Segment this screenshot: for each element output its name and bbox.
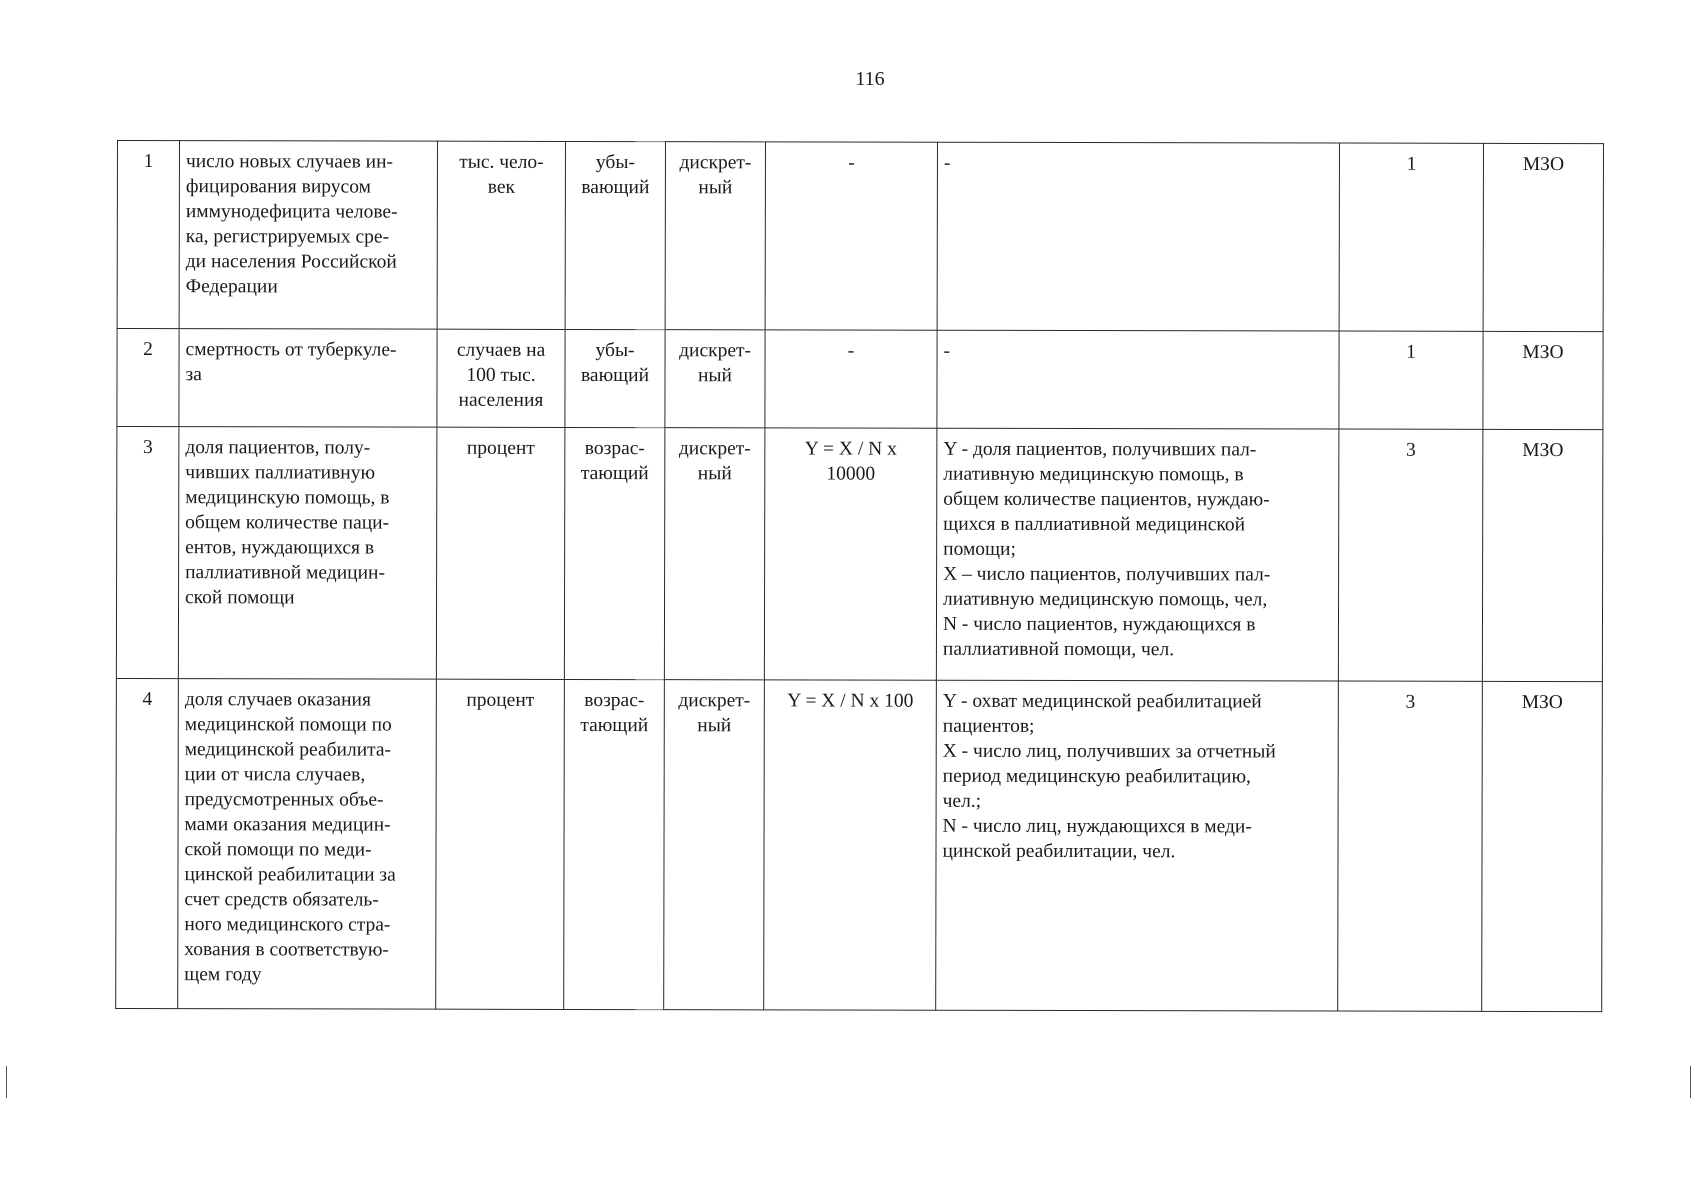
indicator-name-line: паллиативной медицин- <box>185 562 385 584</box>
responsible-org: МЗО <box>1522 153 1565 176</box>
formula-line: 10000 <box>826 463 876 485</box>
indicator-type-line: дискрет- <box>678 438 751 460</box>
indicator-type-cell <box>664 680 765 1010</box>
indicator-name-line: чивших паллиативную <box>185 462 376 484</box>
trend-direction-line: тающий <box>580 714 649 737</box>
responsible-org: МЗО <box>1522 341 1564 364</box>
method-code: 3 <box>1405 439 1416 461</box>
formula-description-line: чел.; <box>942 790 982 812</box>
indicator-name-line: предусмотренных объе- <box>184 789 384 811</box>
indicator-type-line: ный <box>697 463 732 485</box>
indicator-type-line: ный <box>697 715 732 737</box>
indicator-name-line: ди населения Российской <box>185 251 397 273</box>
indicator-type-line: дискрет- <box>679 340 752 362</box>
indicator-type-line: ный <box>698 177 733 199</box>
unit-of-measure-line: случаев на <box>456 339 546 361</box>
formula-description-line: цинской реабилитации, чел. <box>942 840 1176 863</box>
trend-direction-line: возрас- <box>584 437 645 460</box>
method-code-cell <box>1338 429 1483 681</box>
unit-of-measure-line: населения <box>458 389 544 411</box>
table-row <box>116 427 1603 682</box>
indicator-type-line: дискрет- <box>679 152 752 174</box>
page-number: 116 <box>855 68 885 90</box>
unit-of-measure-line: процент <box>466 689 535 711</box>
method-code-cell <box>1338 681 1483 1011</box>
indicator-name-line: счет средств обязатель- <box>184 889 379 911</box>
formula-description-line: лиативную медицинскую помощь, чел, <box>943 588 1268 611</box>
indicator-name-line: фицирования вирусом <box>185 176 371 198</box>
formula-description-line: лиативную медицинскую помощь, в <box>943 463 1244 486</box>
indicator-name-cell <box>178 679 437 1010</box>
indicator-name-line: цинской реабилитации за <box>184 864 396 886</box>
indicator-name-line: ской помощи по меди- <box>184 839 372 861</box>
indicators-table <box>115 140 1604 1012</box>
trend-direction-line: убы- <box>595 340 635 362</box>
indicator-name-line: ка, регистрируемых сре- <box>185 226 390 248</box>
formula-cell <box>764 428 937 680</box>
formula-description-line: щихся в паллиативной медицинской <box>943 513 1246 536</box>
indicator-name-line: хования в соответствую- <box>184 939 389 961</box>
row-number-cell <box>116 678 179 1008</box>
trend-direction-line: вающий <box>580 364 650 387</box>
formula-cell <box>764 680 937 1010</box>
table-row <box>117 329 1603 430</box>
trend-direction-line: вающий <box>581 176 650 199</box>
indicator-name-line: медицинской помощи по <box>184 714 392 736</box>
unit-of-measure-cell <box>437 141 565 329</box>
formula-line: - <box>847 340 855 362</box>
method-code: 3 <box>1405 691 1416 713</box>
formula-description-line: N - число пациентов, нуждающихся в <box>942 613 1256 636</box>
row-number: 4 <box>142 689 153 711</box>
formula-description-line: пациентов; <box>942 715 1035 737</box>
indicator-name-line: за <box>185 364 202 386</box>
formula-description-line: X - число лиц, получивших за отчетный <box>942 740 1276 763</box>
row-number-cell <box>117 329 179 427</box>
unit-of-measure-cell <box>437 329 565 427</box>
formula-description-line: помощи; <box>943 538 1016 560</box>
method-code-cell <box>1339 331 1483 429</box>
indicator-name-line: общем количестве паци- <box>185 512 390 534</box>
indicator-name-cell <box>178 427 437 680</box>
responsible-org: МЗО <box>1521 691 1563 714</box>
indicator-name-line: ской помощи <box>185 587 295 609</box>
indicator-type-cell <box>665 142 765 330</box>
table-row <box>117 141 1603 332</box>
indicator-name-line: смертность от туберкуле- <box>185 339 397 361</box>
indicator-name-cell <box>179 141 437 330</box>
indicator-name-cell <box>179 329 437 428</box>
trend-direction-cell <box>565 329 665 427</box>
formula-description-line: X – число пациентов, получивших пал- <box>943 563 1271 586</box>
trend-direction-cell <box>564 679 665 1009</box>
row-number: 3 <box>142 437 153 459</box>
formula-description-line: - <box>943 340 951 362</box>
table-row <box>116 678 1603 1011</box>
indicator-name-line: ентов, нуждающихся в <box>185 537 375 559</box>
unit-of-measure-line: процент <box>466 437 535 459</box>
indicator-name-line: медицинскую помощь, в <box>185 487 390 509</box>
trend-direction-line: возрас- <box>584 689 645 712</box>
indicator-type-line: дискрет- <box>678 690 751 712</box>
indicator-name-line: иммунодефицита челове- <box>185 201 398 223</box>
indicator-type-cell <box>664 428 765 680</box>
row-number: 1 <box>143 151 154 173</box>
indicator-name-line: щем году <box>184 964 262 986</box>
formula-description-cell <box>937 330 1339 429</box>
indicator-name-line: ции от числа случаев, <box>184 764 366 786</box>
formula-description-line: - <box>943 152 951 174</box>
responsible-org-cell <box>1482 681 1603 1011</box>
unit-of-measure-cell <box>436 679 565 1009</box>
indicator-name-line: доля случаев оказания <box>184 689 371 711</box>
indicator-name-line: медицинской реабилита- <box>184 739 392 761</box>
formula-line: Y = X / N x 100 <box>787 690 914 712</box>
formula-description-line: паллиативной помощи, чел. <box>942 638 1175 661</box>
formula-description-cell <box>936 428 1339 681</box>
row-number-cell <box>117 141 179 329</box>
responsible-org: МЗО <box>1522 439 1564 462</box>
formula-cell <box>765 330 937 428</box>
indicator-name-line: мами оказания медицин- <box>184 814 391 836</box>
formula-description-line: общем количестве пациентов, нуждаю- <box>943 488 1270 511</box>
method-code: 1 <box>1406 341 1416 363</box>
formula-line: Y = X / N x <box>804 438 897 460</box>
scan-mark-right <box>1690 1066 1691 1098</box>
unit-of-measure-line: век <box>487 176 516 198</box>
row-number-cell <box>116 427 179 679</box>
indicator-name-line: число новых случаев ин- <box>185 151 394 173</box>
unit-of-measure-cell <box>436 427 565 679</box>
formula-description-line: N - число лиц, нуждающихся в меди- <box>942 815 1252 838</box>
indicator-name-line: ного медицинского стра- <box>184 914 391 936</box>
indicator-name-line: доля пациентов, полу- <box>185 437 371 459</box>
indicator-type-line: ный <box>697 365 733 387</box>
formula-line: - <box>848 152 855 174</box>
table-body <box>116 141 1604 1012</box>
responsible-org-cell <box>1483 331 1603 429</box>
method-code-cell <box>1339 143 1483 331</box>
formula-description-line: период медицинскую реабилитацию, <box>942 765 1251 788</box>
formula-cell <box>765 142 937 330</box>
scan-mark-left <box>6 1066 7 1098</box>
unit-of-measure-line: 100 тыс. <box>466 364 536 386</box>
trend-direction-line: тающий <box>580 462 649 485</box>
method-code: 1 <box>1406 153 1417 175</box>
indicator-type-cell <box>665 330 765 428</box>
responsible-org-cell <box>1482 429 1603 681</box>
trend-direction-cell <box>565 141 665 329</box>
responsible-org-cell <box>1483 143 1603 331</box>
indicator-name-line: Федерации <box>185 276 278 298</box>
unit-of-measure-line: тыс. чело- <box>459 151 544 173</box>
formula-description-cell <box>936 680 1339 1011</box>
trend-direction-cell <box>564 427 665 679</box>
formula-description-line: Y - доля пациентов, получивших пал- <box>943 438 1257 461</box>
trend-direction-line: убы- <box>595 152 635 174</box>
formula-description-line: Y - охват медицинской реабилитацией <box>942 690 1262 713</box>
row-number: 2 <box>143 339 153 361</box>
formula-description-cell <box>937 142 1339 331</box>
